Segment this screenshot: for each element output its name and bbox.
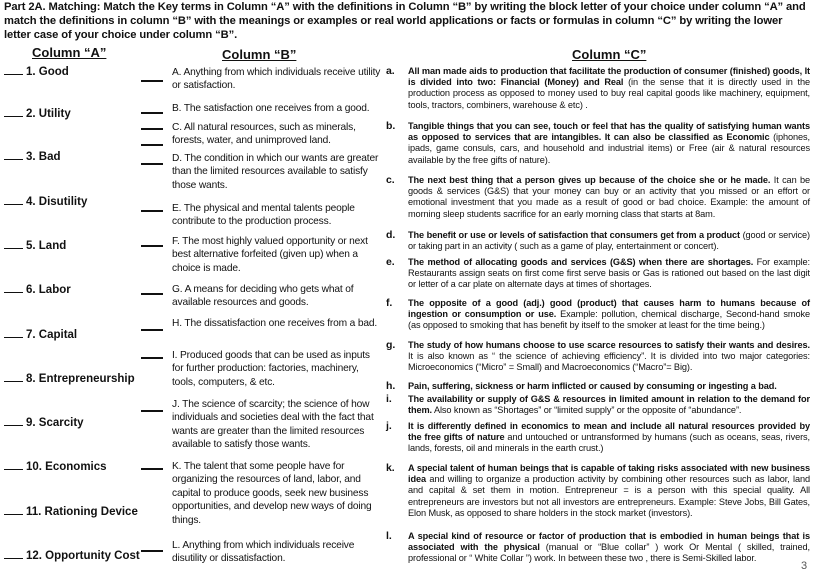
meaning-letter: f. (386, 297, 393, 309)
meaning-text: (good or service) or taking part in an activity ( such as a game of play, entertainment or concert). (408, 230, 811, 252)
definition-item: B. The satisfaction one receives from a good. (172, 103, 370, 114)
definition-item: H. The dissatisfaction one receives from a bad. (172, 318, 378, 329)
answer-blank[interactable] (141, 357, 163, 359)
meaning-letter: k. (386, 462, 395, 474)
meaning-text: (manual or “Blue collar” ) work Or Mental ( skilled, trained, professional or “ White Collar ”) work. In between these two , there is Semi-Skilled labor. (408, 542, 810, 564)
term-item[interactable] (4, 108, 71, 120)
definition-item: J. The science of scarcity; the science of how individuals and societies deal with the fact that wants are greater than the limited resources available to satisfy those wants. (172, 399, 374, 451)
definition-item: C. All natural resources, such as minerals, forests, water, and unimproved land. (172, 122, 356, 147)
answer-blank[interactable] (141, 128, 163, 130)
answer-blank[interactable] (4, 469, 23, 470)
term-label: 5. Land (26, 240, 67, 252)
meaning-item (386, 121, 810, 166)
term-item[interactable] (4, 66, 69, 78)
meaning-bold-text: All man made aids to production that facilitate the production of consumer (finished) goods, It is divided into two: Financial (Money) and Real (408, 66, 810, 88)
instructions: Part 2A. Matching: Match the Key terms in Column “A” with the definitions in Column “B” by writing the block letter of your choice under column “A” and match the definitions in column “B” with the meanings or examples or real world applications or facts or formulas in column “C” by writing the lower letter case of your choice under column “B”. (4, 1, 806, 41)
answer-blank[interactable] (4, 425, 23, 426)
answer-blank[interactable] (4, 74, 23, 75)
meaning-letter: h. (386, 380, 396, 392)
meaning-bold-text: The opposite of a good (adj.) good (product) that causes harm to humans because of ingestion or consumption or use. (408, 298, 810, 320)
answer-blank[interactable] (4, 248, 23, 249)
term-label: 11. Rationing Device (26, 506, 138, 518)
meaning-text: (iphones, ipads, game consuls, cars, and household and industrial items) or Free (air & natural resources available by the free gifts of nature). (408, 132, 810, 165)
answer-blank[interactable] (141, 112, 163, 114)
column-c-heading: Column “C” (572, 47, 647, 62)
answer-blank[interactable] (141, 329, 163, 331)
meaning-text: It is also known as “ the science of achieving efficiency”. It is divided into two major categories: Microeconomics (“Micro” = Small) and Macroeconomics (“Macro”= Big). (408, 351, 810, 373)
definition-item: L. Anything from which individuals receive disutility or dissatisfaction. (172, 540, 355, 565)
meaning-item (386, 175, 810, 220)
meaning-bold-text: A special talent of human beings that is capable of taking risks associated with new business idea (408, 463, 810, 485)
meaning-text: It can be goods & services (G&S) that your money can buy or an activity that you missed or an effort or emotional investment that you made as a result of good or bad choice. Example: the amount of morning sleep students sacrifice for an early morning class that starts at 8am. (408, 175, 810, 219)
term-label: 10. Economics (26, 461, 107, 473)
meaning-letter: g. (386, 339, 396, 351)
meaning-item (386, 421, 810, 455)
meaning-item (386, 531, 810, 565)
answer-blank[interactable] (4, 159, 23, 160)
meaning-text: Example: pollution, chemical discharge, Second-hand smoke (as opposed to smoking that has benefit by itself to the smoker at least for the time being.) (408, 309, 810, 331)
meaning-letter: i. (386, 393, 392, 405)
definition-item: K. The talent that some people have for organizing the resources of land, labor, and capital to produce goods, seek new business opportunities, and develop new ways of doing things. (172, 461, 372, 526)
answer-blank[interactable] (4, 381, 23, 382)
meaning-text: and willing to organize a production activity by combining other resources such as labor, land and capital & set them in motion. Entrepreneur = is a person with this special quality. All entrepreneurs are investors but not all investors are entrepreneurs. Example: Steve Jobs, Bill Gates, Elon Musk, as opposed to share holders in the stock market (investors). (408, 474, 810, 518)
term-label: 7. Capital (26, 329, 78, 341)
term-item[interactable] (4, 284, 71, 296)
definition-item: E. The physical and mental talents people contribute to the production process. (172, 203, 355, 228)
meaning-bold-text: Pain, suffering, sickness or harm inflicted or caused by consuming or ingesting a bad. (408, 381, 777, 391)
meaning-bold-text: A special kind of resource or factor of production that is embodied in human beings that is associated with the physical (408, 531, 810, 553)
meaning-bold-text: It is differently defined in economics to mean and include all natural resources provided by the free gifts of nature (408, 421, 810, 443)
term-label: 12. Opportunity Cost (26, 550, 140, 562)
meaning-text: For example: Restaurants assign seats on first come first serve basis or Gas is rationed out based on the last digit or letter of a car plate on alternate days at times of shortages. (408, 257, 810, 290)
meaning-bold-text: The next best thing that a person gives up because of the choice she or he made. (408, 175, 771, 185)
definition-item: G. A means for deciding who gets what of available resources and goods. (172, 284, 354, 309)
answer-blank[interactable] (141, 144, 163, 146)
meaning-letter: c. (386, 174, 395, 186)
meaning-item (386, 298, 810, 332)
answer-blank[interactable] (4, 558, 23, 559)
answer-blank[interactable] (141, 245, 163, 247)
answer-blank[interactable] (4, 116, 23, 117)
meaning-letter: b. (386, 120, 396, 132)
answer-blank[interactable] (141, 293, 163, 295)
answer-blank[interactable] (4, 514, 23, 515)
meaning-bold-text: Tangible things that you can see, touch or feel that has the quality of satisfying human wants as opposed to services that are intangibles. It can also be classified as Economic (408, 121, 810, 143)
meaning-item (386, 66, 810, 111)
term-label: 6. Labor (26, 284, 71, 296)
meaning-item (386, 463, 810, 519)
meaning-letter: j. (386, 420, 392, 432)
term-item[interactable] (4, 151, 61, 163)
meaning-bold-text: The availability or supply of G&S & resources in limited amount in relation to the demand for them. (408, 394, 810, 416)
meaning-letter: d. (386, 229, 396, 241)
term-item[interactable] (4, 506, 138, 518)
answer-blank[interactable] (141, 550, 163, 552)
term-item[interactable] (4, 417, 84, 429)
answer-blank[interactable] (141, 410, 163, 412)
meaning-item (386, 394, 810, 416)
term-label: 8. Entrepreneurship (26, 373, 135, 385)
meaning-text: (in the sense that it is directly used in the production process as opposed to money used to buy real capital goods like machinery, equipment, tools, tractors, combiners, warehouse & etc) . (408, 77, 810, 110)
term-label: 1. Good (26, 66, 69, 78)
meaning-text: and untouched or untransformed by humans (such as oceans, seas, rivers, lands, forests, oil and minerals in the earth crust.) (408, 432, 810, 454)
term-label: 2. Utility (26, 108, 71, 120)
answer-blank[interactable] (4, 337, 23, 338)
meaning-letter: l. (386, 530, 392, 542)
term-item[interactable] (4, 196, 87, 208)
term-label: 3. Bad (26, 151, 61, 163)
term-item[interactable] (4, 329, 77, 341)
definition-item: D. The condition in which our wants are greater than the limited resources available to satisfy those wants. (172, 153, 379, 191)
answer-blank[interactable] (141, 468, 163, 470)
answer-blank[interactable] (141, 163, 163, 165)
meaning-item (386, 257, 810, 291)
meaning-bold-text: The method of allocating goods and services (G&S) when there are shortages. (408, 257, 754, 267)
answer-blank[interactable] (4, 292, 23, 293)
column-b-heading: Column “B” (222, 47, 297, 62)
meaning-bold-text: The study of how humans choose to use scarce resources to satisfy their wants and desires. (408, 340, 810, 350)
term-item[interactable] (4, 550, 140, 562)
term-item[interactable] (4, 373, 135, 385)
meaning-item (386, 340, 810, 374)
meaning-item (386, 381, 810, 392)
answer-blank[interactable] (141, 80, 163, 82)
meaning-letter: a. (386, 65, 395, 77)
page-number: 3 (801, 560, 808, 572)
definition-item: I. Produced goods that can be used as inputs for further production: factories, machinery, tools, computers, & etc. (172, 350, 370, 388)
term-item[interactable] (4, 461, 107, 473)
answer-blank[interactable] (141, 210, 163, 212)
term-label: 4. Disutility (26, 196, 88, 208)
answer-blank[interactable] (4, 204, 23, 205)
term-item[interactable] (4, 240, 66, 252)
meaning-letter: e. (386, 256, 395, 268)
meaning-text: Also known as “Shortages” or “limited supply” or the opposite of “abundance”. (432, 405, 742, 416)
definition-item: A. Anything from which individuals receive utility or satisfaction. (172, 67, 381, 92)
term-label: 9. Scarcity (26, 417, 84, 429)
meaning-bold-text: The benefit or use or levels of satisfaction that consumers get from a product (408, 230, 741, 240)
meaning-item (386, 230, 810, 252)
definition-item: F. The most highly valued opportunity or next best alternative forfeited (given up) when a choice is made. (172, 236, 368, 274)
column-a-heading: Column “A” (32, 45, 107, 60)
